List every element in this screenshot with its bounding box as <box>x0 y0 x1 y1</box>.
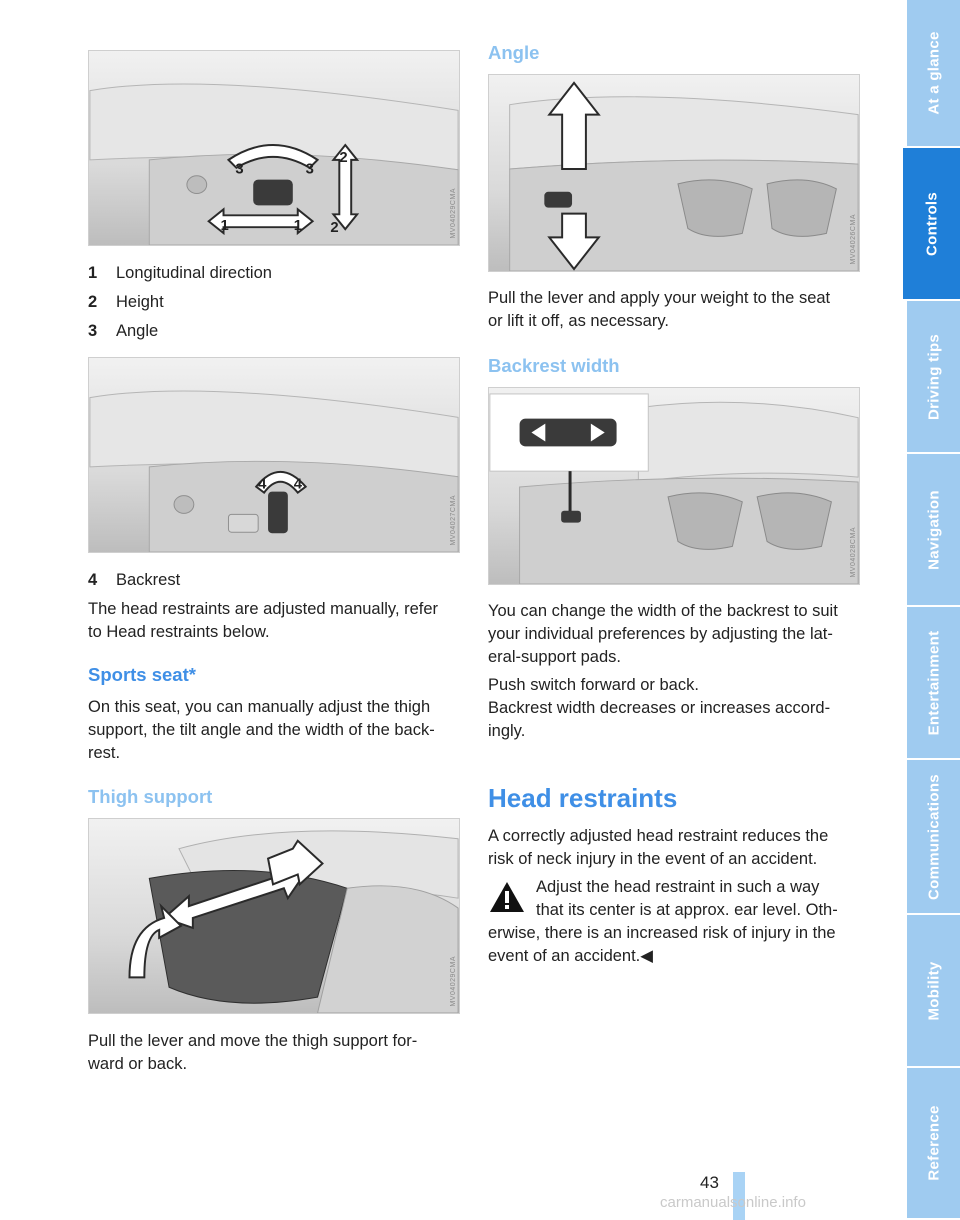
tab-navigation[interactable]: Navigation <box>907 454 960 607</box>
thigh-support-heading: Thigh support <box>88 786 213 807</box>
backrest-illustration <box>89 358 459 552</box>
list-item: 4 Backrest <box>88 571 181 589</box>
head-restraints-heading: Head restraints <box>488 783 678 813</box>
tab-driving-tips[interactable]: Driving tips <box>907 301 960 454</box>
seat-controls-illustration <box>89 51 459 245</box>
sports-seat-text: On this seat, you can manually adjust the thigh support, the tilt angle and the width of the back- rest. <box>88 698 435 762</box>
list-item: 2 Height <box>88 293 164 311</box>
warning-text: erwise, there is an increased risk of injury in the event of an accident.◀ <box>488 924 836 965</box>
callout-1b: 1 <box>293 218 303 235</box>
callout-3a: 3 <box>235 161 244 178</box>
list-item: 3 Angle <box>88 322 159 340</box>
thigh-support-figure <box>88 818 460 1014</box>
figure-code: MV04028CMA <box>850 527 857 578</box>
callout-4b: 4 <box>293 476 303 493</box>
callout-1a: 1 <box>220 218 229 235</box>
head-restraint-note: The head restraints are adjusted manually, refer to Head restraints below. <box>88 600 439 641</box>
seat-controls-figure <box>88 50 460 246</box>
tab-controls[interactable]: Controls <box>903 148 960 301</box>
backrest-width-illustration <box>489 388 859 584</box>
thigh-support-illustration <box>89 819 459 1013</box>
callout-2a: 2 <box>339 149 348 166</box>
warning-text-indented: Adjust the head restraint in such a way that its center is at approx. ear level. Oth- <box>536 878 838 919</box>
backrest-width-text: You can change the width of the backrest to suit your individual preferences by adjusting the lat- eral-support pads. <box>488 602 838 666</box>
tab-reference[interactable]: Reference <box>907 1068 960 1220</box>
watermark: carmanualsonline.info <box>660 1194 806 1211</box>
tab-at-a-glance[interactable]: At a glance <box>907 0 960 148</box>
backrest-figure <box>88 357 460 553</box>
angle-heading: Angle <box>488 42 540 63</box>
figure-code: MV04029CMA <box>450 956 457 1007</box>
callout-3b: 3 <box>305 161 314 178</box>
callout-2b: 2 <box>330 220 339 237</box>
backrest-width-figure <box>488 387 860 585</box>
push-switch-text: Push switch forward or back. Backrest width decreases or increases accord- ingly. <box>488 676 831 740</box>
warning-icon <box>489 880 525 914</box>
callout-4a: 4 <box>258 476 267 493</box>
angle-figure <box>488 74 860 272</box>
angle-illustration <box>489 75 859 271</box>
angle-text: Pull the lever and apply your weight to the seat or lift it off, as necessary. <box>488 289 831 330</box>
sports-seat-heading: Sports seat* <box>88 664 196 685</box>
thigh-support-text: Pull the lever and move the thigh support for- ward or back. <box>88 1032 418 1073</box>
tab-entertainment[interactable]: Entertainment <box>907 607 960 760</box>
head-restraints-text: A correctly adjusted head restraint reduces the risk of neck injury in the event of an accident. <box>488 827 829 868</box>
figure-code: MV04027CMA <box>450 495 457 546</box>
tab-mobility[interactable]: Mobility <box>907 915 960 1068</box>
tab-communications[interactable]: Communications <box>907 760 960 915</box>
side-tab-bar <box>907 0 960 1220</box>
backrest-width-heading: Backrest width <box>488 355 620 376</box>
figure-code: MV04029CMA <box>450 188 457 239</box>
page-number: 43 <box>700 1173 719 1192</box>
list-item: 1 Longitudinal direction <box>88 264 272 282</box>
figure-code: MV04026CMA <box>850 214 857 265</box>
